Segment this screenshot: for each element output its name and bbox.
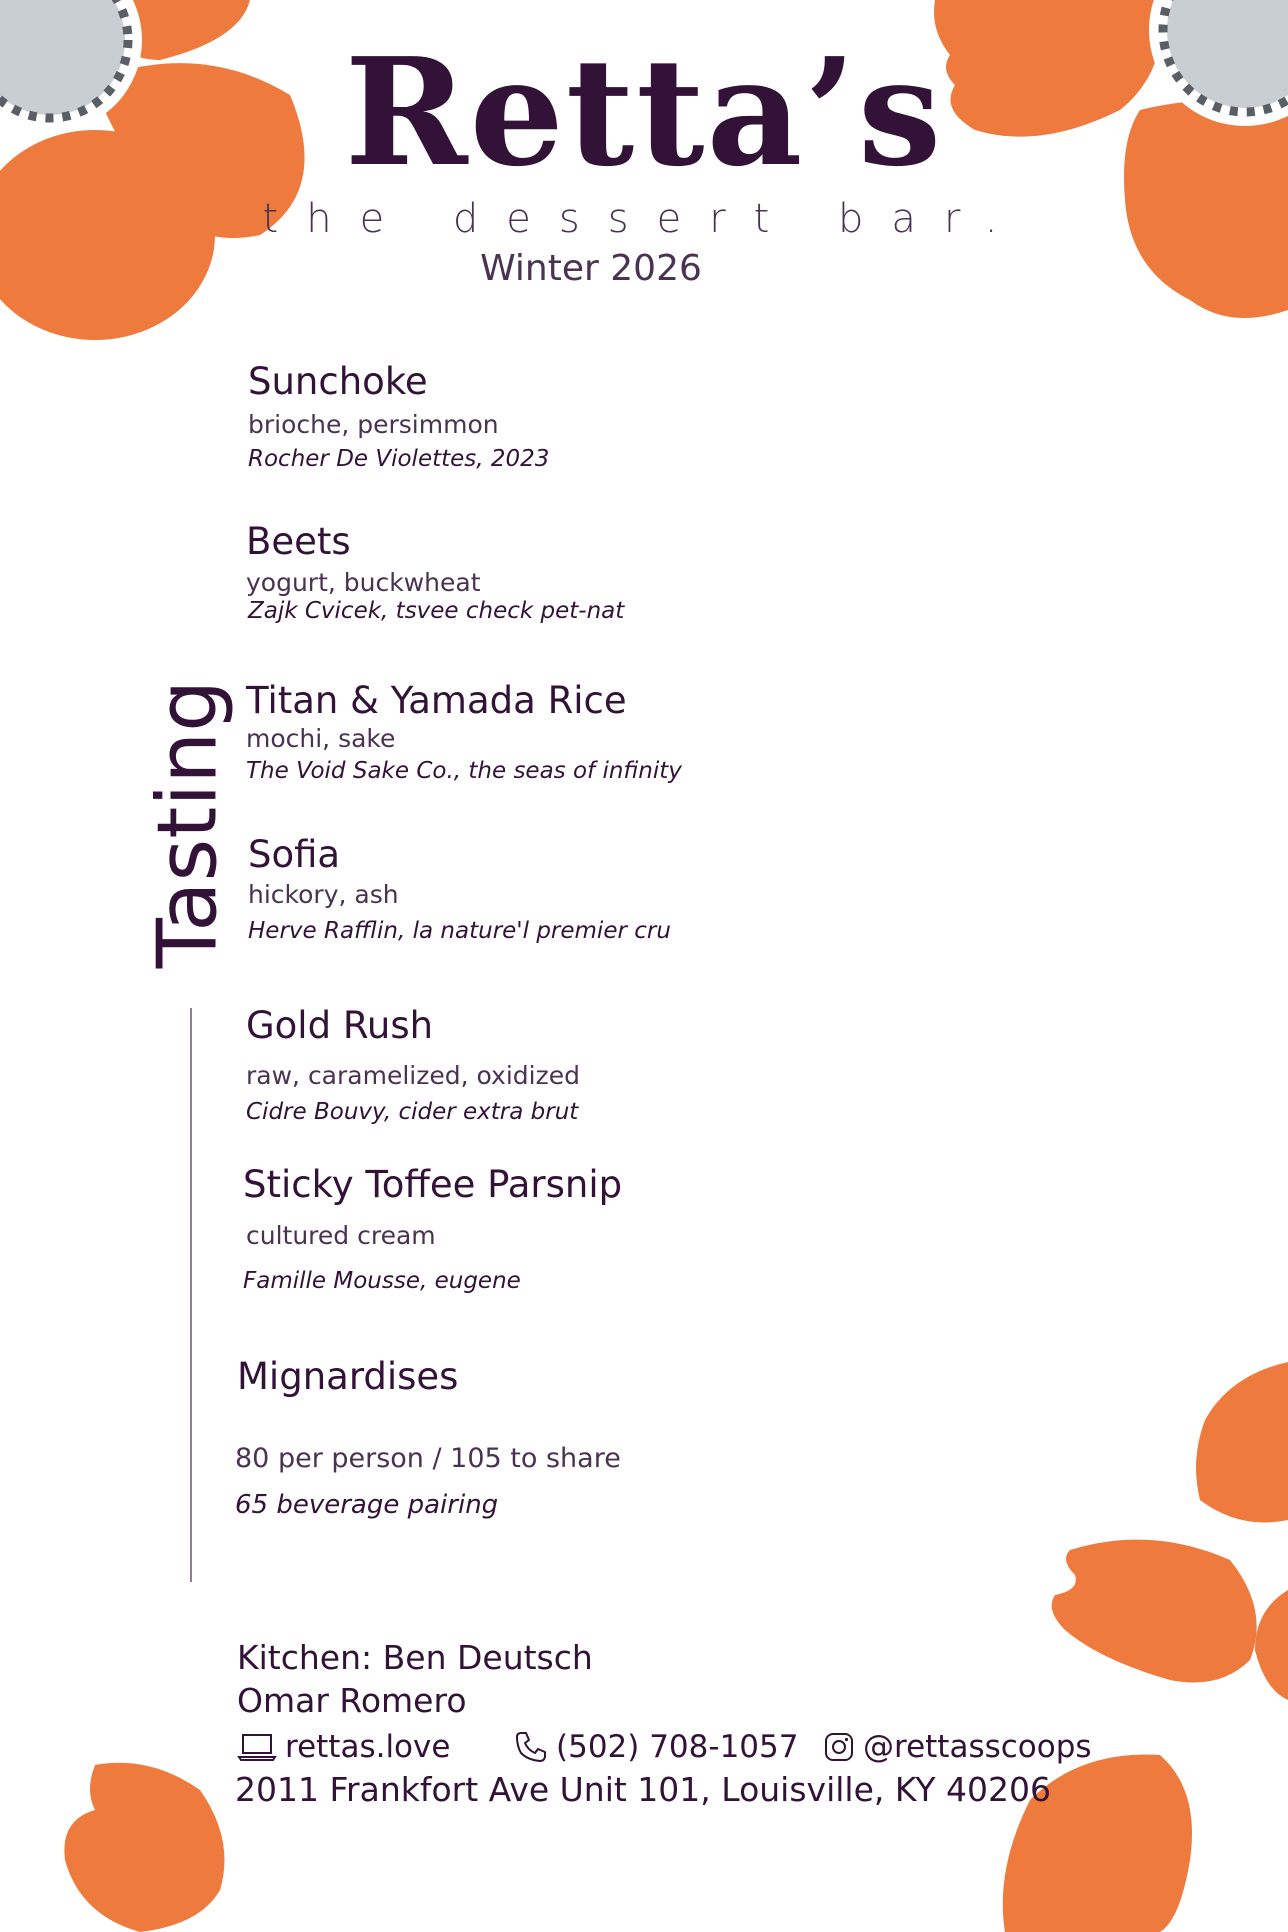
petal <box>1052 1540 1257 1683</box>
petal <box>1196 1362 1288 1523</box>
season-label: Winter 2026 <box>480 248 702 289</box>
petal <box>1255 1590 1288 1700</box>
course-name: Titan & Yamada Rice <box>246 679 627 722</box>
phone-text: (502) 708-1057 <box>556 1729 799 1765</box>
kitchen-credit-2: Omar Romero <box>237 1681 467 1720</box>
course-description: brioche, persimmon <box>248 410 499 439</box>
tagline: the dessert bar. <box>262 196 1026 242</box>
flower-bottom-right <box>1003 1362 1288 1932</box>
instagram-icon <box>823 1731 855 1763</box>
course-description: raw, caramelized, oxidized <box>246 1061 580 1090</box>
course-name: Mignardises <box>237 1355 459 1398</box>
website-link[interactable] <box>237 1729 450 1765</box>
course-name: Sunchoke <box>248 360 428 403</box>
course-description: yogurt, buckwheat <box>246 568 481 597</box>
logo-wordmark: Retta’s <box>344 25 944 199</box>
price-info: 80 per person / 105 to share <box>235 1443 621 1474</box>
phone-link[interactable] <box>514 1729 798 1765</box>
address: 2011 Frankfort Ave Unit 101, Louisville, KY 40206 <box>235 1770 1051 1809</box>
course-pairing: Cidre Bouvy, cider extra brut <box>246 1099 579 1125</box>
course-name: Sticky Toffee Parsnip <box>243 1163 623 1206</box>
kitchen-credit: Kitchen: Ben Deutsch <box>237 1638 593 1677</box>
course-name: Beets <box>246 520 351 563</box>
website-text: rettas.love <box>285 1729 451 1765</box>
laptop-icon <box>237 1731 277 1763</box>
course-pairing: The Void Sake Co., the seas of infinity <box>246 758 682 784</box>
course-name: Sofia <box>248 833 341 876</box>
course-pairing: Zajk Cvicek, tsvee check pet-nat <box>248 598 625 624</box>
beverage-pairing-price: 65 beverage pairing <box>235 1490 499 1520</box>
course-description: mochi, sake <box>246 724 396 753</box>
divider-line <box>190 1008 192 1582</box>
instagram-link[interactable] <box>823 1729 1092 1765</box>
course-pairing: Famille Mousse, eugene <box>243 1268 521 1294</box>
course-pairing: Rocher De Violettes, 2023 <box>248 446 550 472</box>
course-name: Gold Rush <box>246 1004 434 1047</box>
course-pairing: Herve Rafflin, la nature'l premier cru <box>248 918 671 944</box>
phone-icon <box>514 1730 548 1764</box>
course-description: cultured cream <box>246 1221 436 1250</box>
petal-bottom-left <box>64 1763 224 1932</box>
course-description: hickory, ash <box>248 880 399 909</box>
instagram-text: @rettasscoops <box>863 1729 1092 1765</box>
section-title-tasting: Tasting <box>140 679 236 969</box>
